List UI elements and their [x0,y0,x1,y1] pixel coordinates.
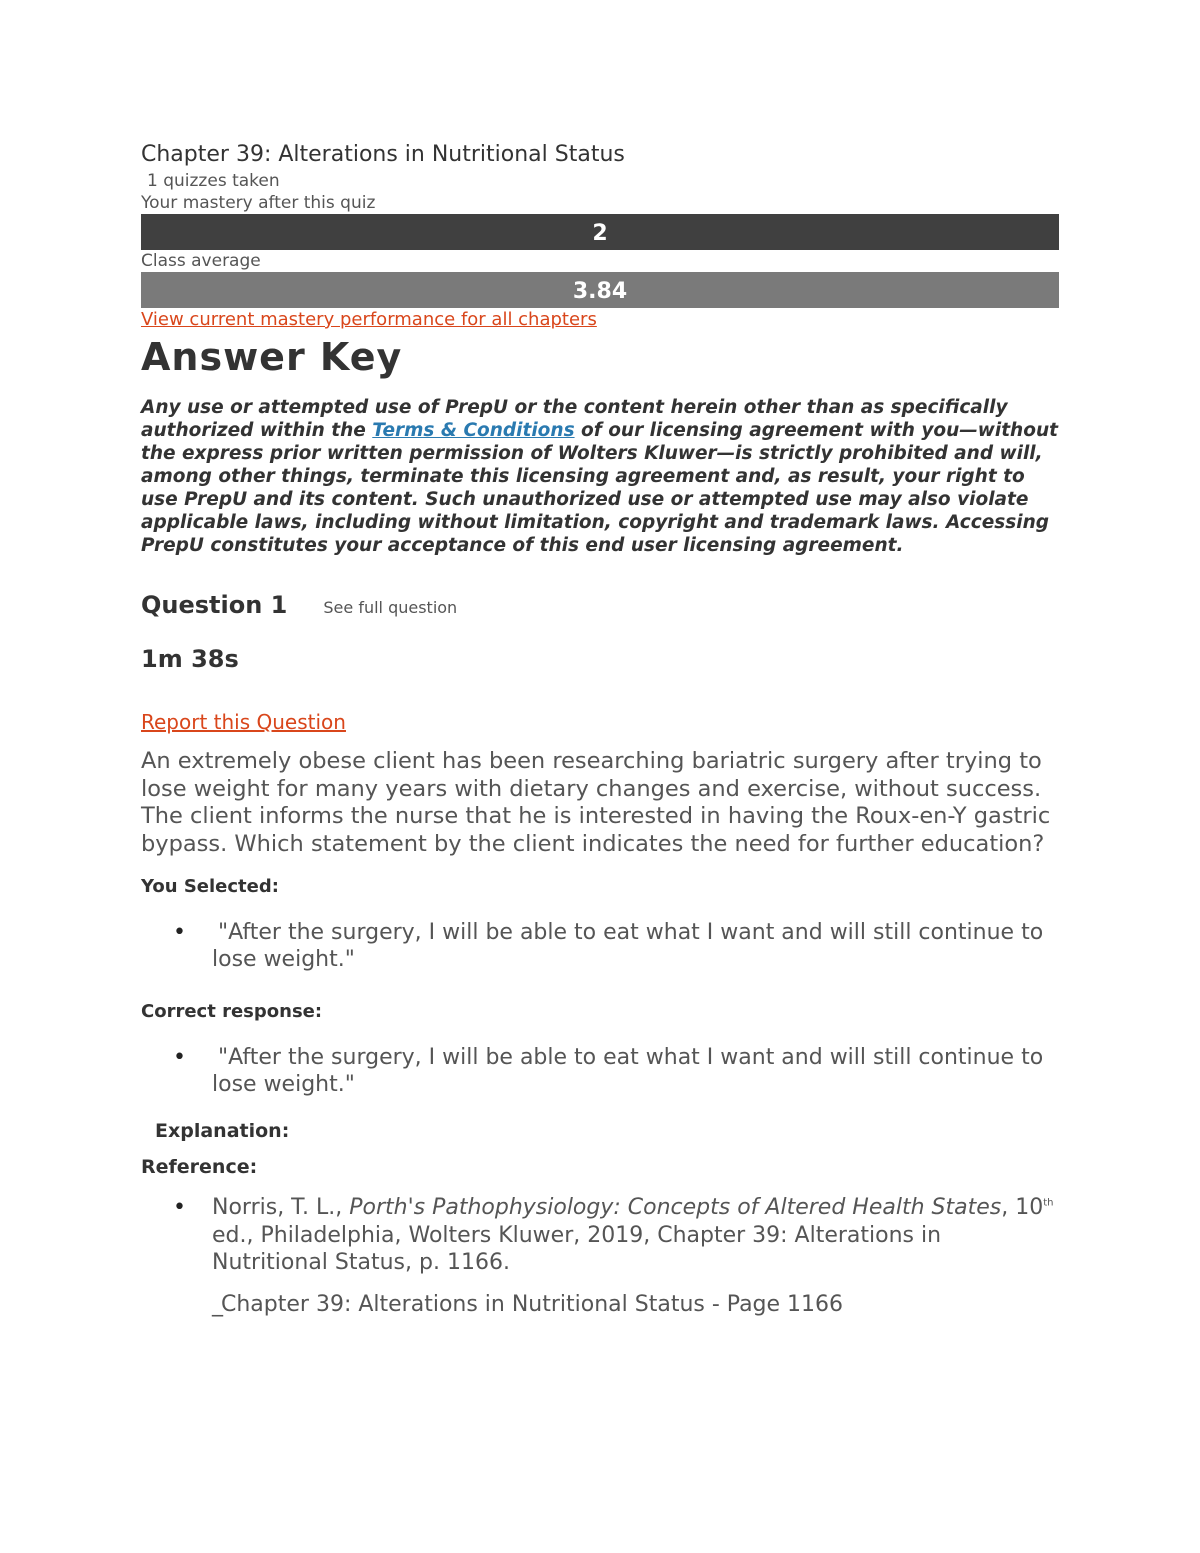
bullet-icon: • [173,920,186,945]
question-title: Question 1 [141,591,288,619]
question-text: An extremely obese client has been researching bariatric surgery after trying to lose weight for many years with dietary changes and exercise, without success. The client informs the nurse that he is interested in having the Roux-en-Y gastric bypass. Which statement by the client indicates the need for further education? [141,748,1051,857]
page-content [141,140,1059,1318]
mastery-bar [141,214,1059,250]
view-all-chapters-link[interactable]: View current mastery performance for all chapters [141,309,597,330]
correct-response-label: Correct response: [141,1001,323,1022]
bullet-icon: • [173,1045,186,1070]
report-question-link[interactable]: Report this Question [141,710,346,734]
reference-edition-suffix: th [1043,1197,1054,1209]
mastery-label: Your mastery after this quiz [141,193,376,213]
license-text-part1: Any use or attempted use of PrepU or the content herein other than as specifically authorized within the [141,397,1008,441]
reference-edition: , 10 [1001,1195,1044,1220]
selected-answer-list [141,919,1059,973]
class-average-bar [141,272,1059,308]
reference-authors: Norris, T. L., [212,1195,350,1220]
question-time: 1m 38s [141,645,239,673]
list-item [141,1194,1059,1277]
correct-answer-list [141,1044,1059,1098]
selected-answer: "After the surgery, I will be able to eat what I want and will still continue to lose weight." [212,920,1044,972]
correct-answer: "After the surgery, I will be able to eat what I want and will still continue to lose weight." [212,1045,1044,1097]
see-full-question-link[interactable]: See full question [323,598,458,617]
reference-book-title: Porth's Pathophysiology: Concepts of Altered Health States [349,1195,1002,1220]
question-header [141,591,1059,619]
answer-key-title: Answer Key [141,335,403,379]
class-average-label: Class average [141,251,261,271]
reference-source-text: Chapter 39: Alterations in Nutritional Status - Page 1166 [221,1291,844,1317]
reference-source-line [212,1291,1059,1318]
license-notice [141,396,1059,557]
explanation-label: Explanation: [155,1120,290,1142]
list-item [141,1044,1059,1098]
reference-details: ed., Philadelphia, Wolters Kluwer, 2019, Chapter 39: Alterations in Nutritional Status, p. 1166. [212,1222,942,1275]
terms-conditions-link[interactable]: Terms & Conditions [372,420,575,441]
list-item [141,919,1059,973]
underscore-mark: _ [212,1291,221,1317]
class-average-value: 3.84 [572,279,628,304]
reference-label: Reference: [141,1156,258,1178]
quizzes-taken: 1 quizzes taken [147,171,280,191]
mastery-value: 2 [592,221,608,246]
license-text-part2: of our licensing agreement with you—without the express prior written permission of Wolters Kluwer—is strictly prohibited and will, among other things, terminate this licensing agreement and, as result, your right to use PrepU and its content. Such unauthorized use or attempted use may also violate applicable laws, including without limitation, copyright and trademark laws. Accessing PrepU constitutes your acceptance of this end user licensing agreement. [141,420,1058,556]
chapter-title: Chapter 39: Alterations in Nutritional Status [141,142,625,167]
you-selected-label: You Selected: [141,876,279,897]
reference-list [141,1194,1059,1277]
bullet-icon: • [173,1195,186,1220]
